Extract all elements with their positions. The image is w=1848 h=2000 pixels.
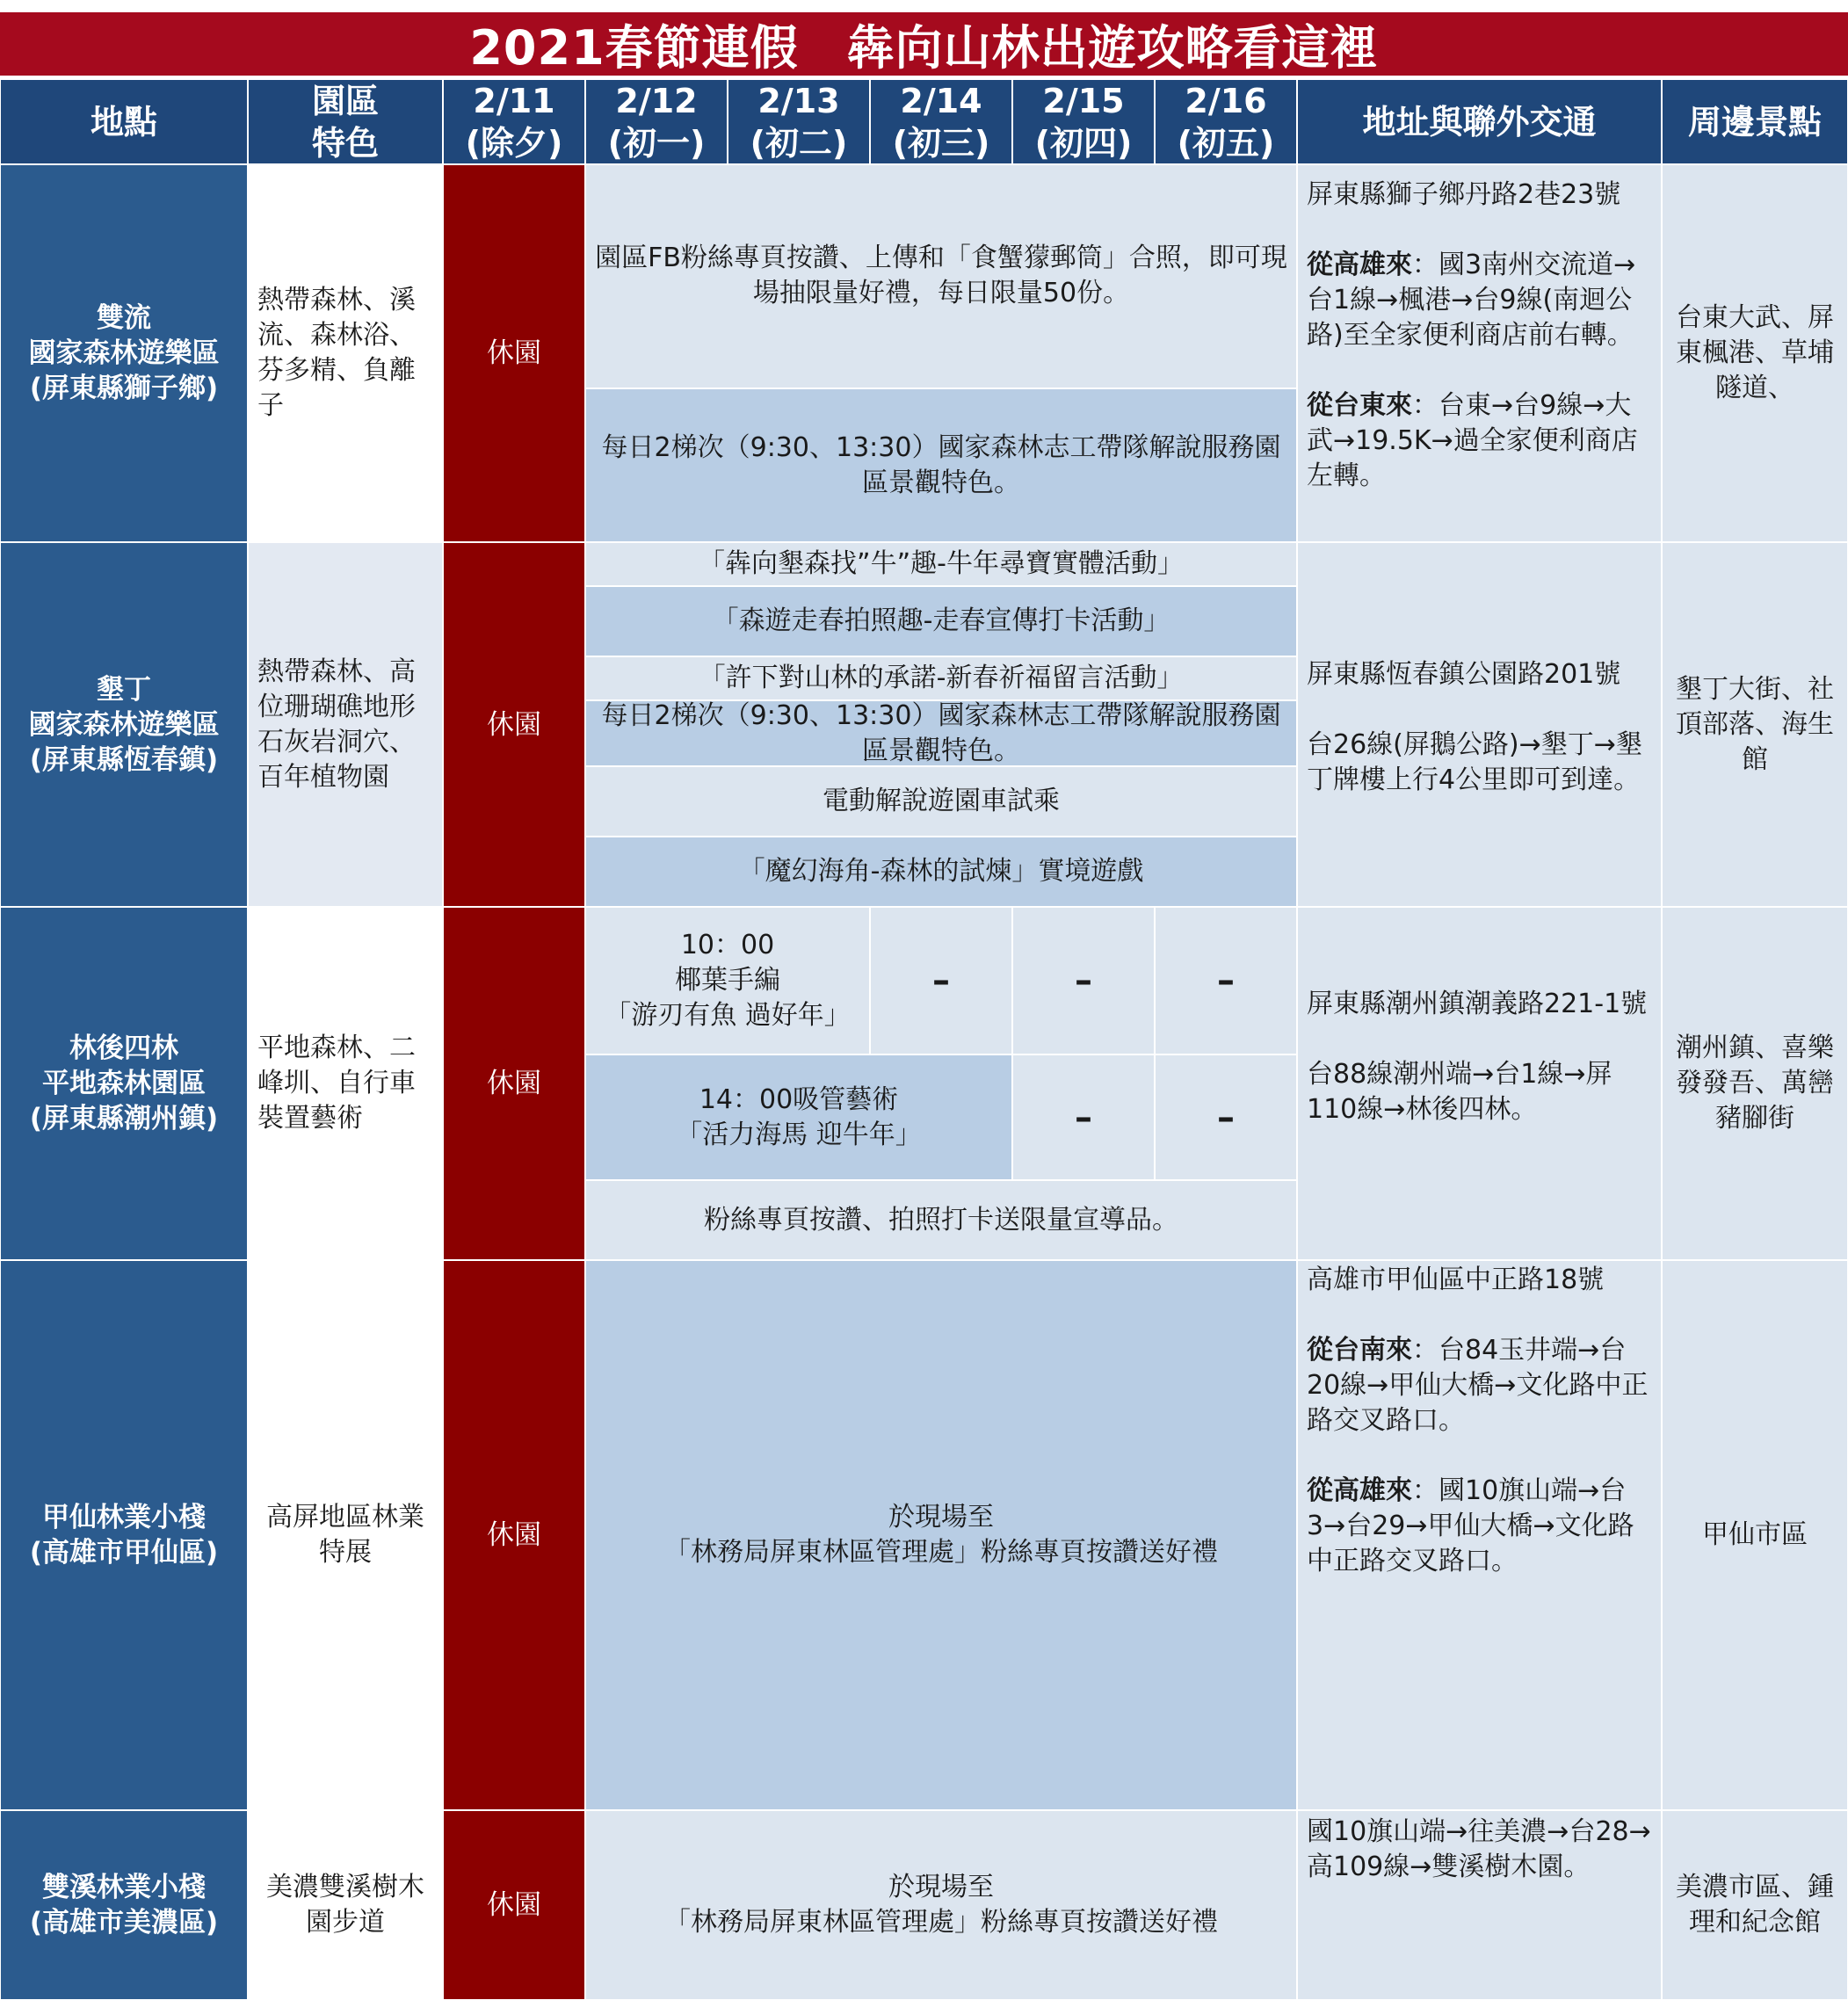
features-linhou: 平地森林、二峰圳、自行車裝置藝術 — [248, 907, 443, 1260]
header-date-0216 — [1155, 79, 1297, 164]
dash-cell: – — [870, 907, 1012, 1054]
schedule-table — [0, 79, 1848, 1938]
closed-badge: 休園 — [443, 907, 585, 1260]
header-date: 2/16 — [1185, 81, 1267, 120]
activity-cell — [585, 1260, 1297, 1810]
header-location: 地點 — [0, 79, 248, 164]
location-shuangliu — [0, 164, 248, 542]
location-name: 雙流 — [97, 302, 151, 334]
location-type: 國家森林遊樂區 — [28, 337, 220, 369]
dash-cell: – — [1012, 907, 1155, 1054]
activity-cell: 「森遊走春拍照趣-走春宣傳打卡活動」 — [585, 586, 1297, 656]
address-jiaxian — [1297, 1260, 1662, 1810]
header-feature-line1: 園區 — [311, 81, 379, 120]
header-date: 2/11 — [473, 81, 555, 120]
header-feature-line2: 特色 — [311, 123, 379, 163]
location-kenting — [0, 542, 248, 907]
activity-title: 14：00吸管藝術 — [699, 1083, 899, 1115]
address-shuangliu — [1297, 164, 1662, 542]
route-label: 從台東來 — [1307, 390, 1412, 421]
features-shuangliu: 熱帶森林、溪流、森林浴、芬多精、負離子 — [248, 164, 443, 542]
header-feature — [248, 79, 443, 164]
activity-cell: 粉絲專頁按讚、拍照打卡送限量宣導品。 — [585, 1180, 1297, 1260]
dash-cell: – — [1155, 1054, 1297, 1180]
activity-cell — [585, 1810, 1297, 2000]
header-nearby: 周邊景點 — [1662, 79, 1848, 164]
activity-cell: 電動解說遊園車試乘 — [585, 766, 1297, 837]
nearby-kenting: 墾丁大街、社頂部落、海生館 — [1662, 542, 1848, 907]
address-text: 屏東縣恆春鎮公園路201號 — [1307, 659, 1621, 690]
header-address: 地址與聯外交通 — [1297, 79, 1662, 164]
location-county: (高雄市甲仙區) — [29, 1537, 219, 1569]
location-county: (屏東縣獅子鄉) — [29, 373, 219, 404]
route-text: ：國10旗山端→台3→台29→甲仙大橋→文化路中正路交叉路口。 — [1307, 1475, 1634, 1576]
location-jiaxian — [0, 1260, 248, 1810]
address-shuangxi — [1297, 1810, 1662, 2000]
address-linhou — [1297, 907, 1662, 1260]
route-label: 從台南來 — [1307, 1335, 1412, 1366]
route-text: 台88線潮州端→台1線→屏110線→林後四林。 — [1307, 1059, 1612, 1125]
address-text: 屏東縣潮州鎮潮義路221-1號 — [1307, 989, 1648, 1019]
route-text: 國10旗山端→往美濃→台28→高109線→雙溪樹木園。 — [1307, 1816, 1651, 1882]
location-name: 墾丁 — [97, 673, 151, 706]
location-shuangxi — [0, 1810, 248, 2000]
activity-cell: 「犇向墾森找”牛”趣-牛年尋寶實體活動」 — [585, 542, 1297, 586]
activity-subtitle: 「活力海馬 迎牛年」 — [676, 1119, 922, 1150]
route-text: 台26線(屏鵝公路)→墾丁→墾丁牌樓上行4公里即可到達。 — [1307, 729, 1642, 795]
header-day: (初二) — [750, 123, 848, 163]
header-date-0212 — [585, 79, 728, 164]
features-jiaxian: 高屏地區林業特展 — [248, 1260, 443, 1810]
address-text: 屏東縣獅子鄉丹路2巷23號 — [1307, 179, 1621, 210]
header-date: 2/12 — [615, 81, 698, 120]
location-county: (高雄市美濃區) — [29, 1907, 219, 1938]
route-from-kaohsiung — [1307, 248, 1652, 353]
route-label: 從高雄來 — [1307, 1475, 1412, 1506]
activity-cell: 「許下對山林的承諾-新春祈福留言活動」 — [585, 656, 1297, 700]
dash-cell: – — [1155, 907, 1297, 1054]
location-name: 林後四林 — [69, 1033, 178, 1064]
features-kenting: 熱帶森林、高位珊瑚礁地形石灰岩洞穴、百年植物園 — [248, 542, 443, 907]
closed-badge: 休園 — [443, 164, 585, 542]
location-name: 甲仙林業小棧 — [42, 1502, 206, 1533]
activity-subtitle: 「林務局屏東林區管理處」粉絲專頁按讚送好禮 — [664, 1907, 1218, 1938]
header-date: 2/14 — [900, 81, 982, 120]
activity-title: 於現場至 — [888, 1502, 994, 1533]
route-from-tainan — [1307, 1333, 1652, 1438]
closed-badge: 休園 — [443, 1260, 585, 1810]
activity-cell: 每日2梯次（9:30、13:30）國家森林志工帶隊解說服務園區景觀特色。 — [585, 388, 1297, 542]
route-text: ：台84玉井端→台20線→甲仙大橋→文化路中正路交叉路口。 — [1307, 1335, 1649, 1436]
activity-weaving — [585, 907, 870, 1054]
header-date-0214 — [870, 79, 1012, 164]
activity-title: 椰葉手編 — [675, 965, 780, 996]
nearby-jiaxian: 甲仙市區 — [1662, 1260, 1848, 1810]
header-day: (初三) — [892, 123, 990, 163]
features-shuangxi: 美濃雙溪樹木園步道 — [248, 1810, 443, 2000]
nearby-linhou: 潮州鎮、喜樂發發吾、萬巒豬腳街 — [1662, 907, 1848, 1260]
route-from-kaohsiung — [1307, 1474, 1652, 1579]
route-from-taitung — [1307, 388, 1652, 494]
activity-subtitle: 「林務局屏東林區管理處」粉絲專頁按讚送好禮 — [664, 1537, 1218, 1568]
activity-title: 於現場至 — [888, 1872, 994, 1902]
location-type: 國家森林遊樂區 — [28, 708, 220, 741]
page-title: 2021春節連假 犇向山林出遊攻略看這裡 — [0, 12, 1848, 76]
header-date-0213 — [728, 79, 870, 164]
header-day: (初四) — [1034, 123, 1133, 163]
nearby-shuangxi: 美濃市區、鍾理和紀念館 — [1662, 1810, 1848, 2000]
location-county: (屏東縣潮州鎮) — [29, 1103, 219, 1134]
header-date-0211 — [443, 79, 585, 164]
activity-subtitle: 「游刃有魚 過好年」 — [605, 1000, 851, 1031]
location-linhou — [0, 907, 248, 1260]
activity-cell: 園區FB粉絲專頁按讚、上傳和「食蟹獴郵筒」合照，即可現場抽限量好禮，每日限量50份。 — [585, 164, 1297, 388]
location-county: (屏東縣恆春鎮) — [29, 743, 219, 776]
closed-badge: 休園 — [443, 1810, 585, 2000]
header-day: (除夕) — [465, 123, 563, 163]
header-day: (初一) — [607, 123, 706, 163]
header-date: 2/15 — [1042, 81, 1125, 120]
closed-badge: 休園 — [443, 542, 585, 907]
activity-cell: 每日2梯次（9:30、13:30）國家森林志工帶隊解說服務園區景觀特色。 — [585, 700, 1297, 766]
activity-time: 10：00 — [680, 930, 775, 960]
header-date: 2/13 — [757, 81, 840, 120]
route-text: ：國3南州交流道→台1線→楓港→台9線(南迴公路)至全家便利商店前右轉。 — [1307, 250, 1636, 351]
route-text: ：台東→台9線→大武→19.5K→過全家便利商店左轉。 — [1307, 390, 1638, 491]
location-name: 雙溪林業小棧 — [42, 1872, 206, 1903]
address-kenting — [1297, 542, 1662, 907]
activity-straw-art — [585, 1054, 1012, 1180]
dash-cell: – — [1012, 1054, 1155, 1180]
nearby-shuangliu: 台東大武、屏東楓港、草埔隧道、 — [1662, 164, 1848, 542]
header-day: (初五) — [1177, 123, 1275, 163]
location-type: 平地森林園區 — [42, 1068, 206, 1099]
header-date-0215 — [1012, 79, 1155, 164]
route-label: 從高雄來 — [1307, 250, 1412, 280]
activity-cell: 「魔幻海角-森林的試煉」實境遊戲 — [585, 837, 1297, 907]
address-text: 高雄市甲仙區中正路18號 — [1307, 1264, 1605, 1295]
